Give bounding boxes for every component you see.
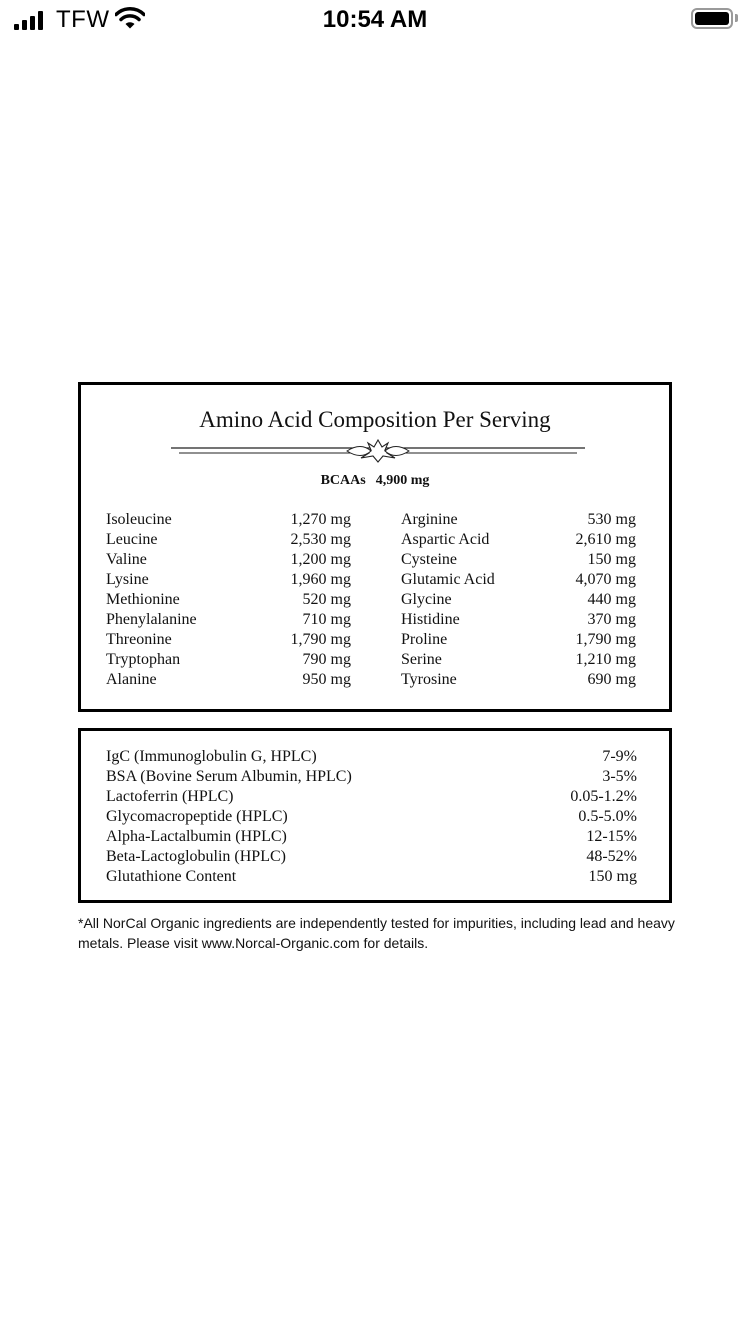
amino-name: Histidine xyxy=(401,611,460,628)
carrier-name: TFW xyxy=(56,6,110,33)
amino-name: Serine xyxy=(401,651,442,668)
protein-fractions-list xyxy=(106,747,637,887)
amino-name: Tyrosine xyxy=(401,671,457,688)
amino-row xyxy=(401,510,636,530)
amino-name: Methionine xyxy=(106,591,180,608)
amino-row xyxy=(401,590,636,610)
amino-amount: 1,210 mg xyxy=(575,651,636,668)
fraction-row xyxy=(106,807,637,827)
amino-name: Cysteine xyxy=(401,551,457,568)
amino-row xyxy=(401,670,636,690)
bcaa-total xyxy=(81,473,669,489)
amino-amount: 790 mg xyxy=(302,651,351,668)
amino-row xyxy=(401,530,636,550)
fraction-amount: 7-9% xyxy=(602,748,637,765)
amino-name: Glycine xyxy=(401,591,452,608)
amino-amount: 1,790 mg xyxy=(575,631,636,648)
fraction-row xyxy=(106,747,637,767)
bcaa-value: 4,900 mg xyxy=(375,473,430,488)
fraction-amount: 12-15% xyxy=(586,828,637,845)
amino-name: Valine xyxy=(106,551,147,568)
amino-panel-title: Amino Acid Composition Per Serving xyxy=(199,407,551,432)
amino-amount: 690 mg xyxy=(587,671,636,688)
amino-amount: 1,200 mg xyxy=(290,551,351,568)
fraction-name: Alpha-Lactalbumin (HPLC) xyxy=(106,828,287,845)
status-bar xyxy=(0,0,750,40)
amino-name: Aspartic Acid xyxy=(401,531,490,548)
amino-amount: 1,960 mg xyxy=(290,571,351,588)
fraction-row xyxy=(106,767,637,787)
amino-row xyxy=(106,630,351,650)
ornamental-divider xyxy=(171,439,585,463)
amino-row xyxy=(106,530,351,550)
amino-row xyxy=(106,590,351,610)
amino-acid-panel xyxy=(78,382,672,712)
amino-name: Alanine xyxy=(106,671,157,688)
amino-amount: 530 mg xyxy=(587,511,636,528)
fraction-amount: 48-52% xyxy=(586,848,637,865)
amino-row xyxy=(401,650,636,670)
amino-name: Arginine xyxy=(401,511,458,528)
amino-name: Isoleucine xyxy=(106,511,172,528)
amino-amount: 150 mg xyxy=(587,551,636,568)
fraction-row xyxy=(106,787,637,807)
amino-amount: 520 mg xyxy=(302,591,351,608)
battery-icon xyxy=(691,8,733,29)
fraction-name: Glutathione Content xyxy=(106,868,237,885)
amino-amount: 440 mg xyxy=(587,591,636,608)
amino-row xyxy=(401,610,636,630)
fraction-amount: 0.5-5.0% xyxy=(578,808,637,825)
fraction-name: IgC (Immunoglobulin G, HPLC) xyxy=(106,748,317,765)
fraction-amount: 3-5% xyxy=(602,768,637,785)
amino-row xyxy=(106,550,351,570)
amino-row xyxy=(106,670,351,690)
amino-name: Threonine xyxy=(106,631,172,648)
amino-name: Lysine xyxy=(106,571,149,588)
amino-amount: 2,610 mg xyxy=(575,531,636,548)
fraction-name: BSA (Bovine Serum Albumin, HPLC) xyxy=(106,768,352,785)
fraction-row xyxy=(106,847,637,867)
amino-row xyxy=(106,610,351,630)
amino-row xyxy=(401,630,636,650)
amino-amount: 950 mg xyxy=(302,671,351,688)
footnote-disclaimer: *All NorCal Organic ingredients are independently tested for impurities, including lead and heavy metals. Please visit www.Norcal-Organic.com for details. xyxy=(78,915,675,951)
amino-amount: 1,270 mg xyxy=(290,511,351,528)
fraction-amount: 150 mg xyxy=(588,868,637,885)
amino-name: Leucine xyxy=(106,531,158,548)
amino-row xyxy=(401,570,636,590)
amino-right-column xyxy=(401,510,636,690)
protein-fractions-panel xyxy=(78,728,672,903)
amino-amount: 1,790 mg xyxy=(290,631,351,648)
fraction-name: Beta-Lactoglobulin (HPLC) xyxy=(106,848,286,865)
bcaa-label: BCAAs xyxy=(320,473,366,488)
amino-row xyxy=(106,510,351,530)
amino-left-column xyxy=(106,510,351,690)
fraction-row xyxy=(106,827,637,847)
battery-tip xyxy=(735,14,738,22)
amino-name: Proline xyxy=(401,631,448,648)
fraction-name: Glycomacropeptide (HPLC) xyxy=(106,808,288,825)
clock: 10:54 AM xyxy=(322,6,428,33)
amino-amount: 2,530 mg xyxy=(290,531,351,548)
amino-row xyxy=(401,550,636,570)
amino-row xyxy=(106,570,351,590)
amino-amount: 370 mg xyxy=(587,611,636,628)
fraction-row xyxy=(106,867,637,887)
amino-row xyxy=(106,650,351,670)
fraction-amount: 0.05-1.2% xyxy=(570,788,637,805)
amino-name: Glutamic Acid xyxy=(401,571,495,588)
amino-amount: 710 mg xyxy=(302,611,351,628)
fraction-name: Lactoferrin (HPLC) xyxy=(106,788,234,805)
amino-name: Tryptophan xyxy=(106,651,181,668)
amino-name: Phenylalanine xyxy=(106,611,197,628)
amino-amount: 4,070 mg xyxy=(575,571,636,588)
